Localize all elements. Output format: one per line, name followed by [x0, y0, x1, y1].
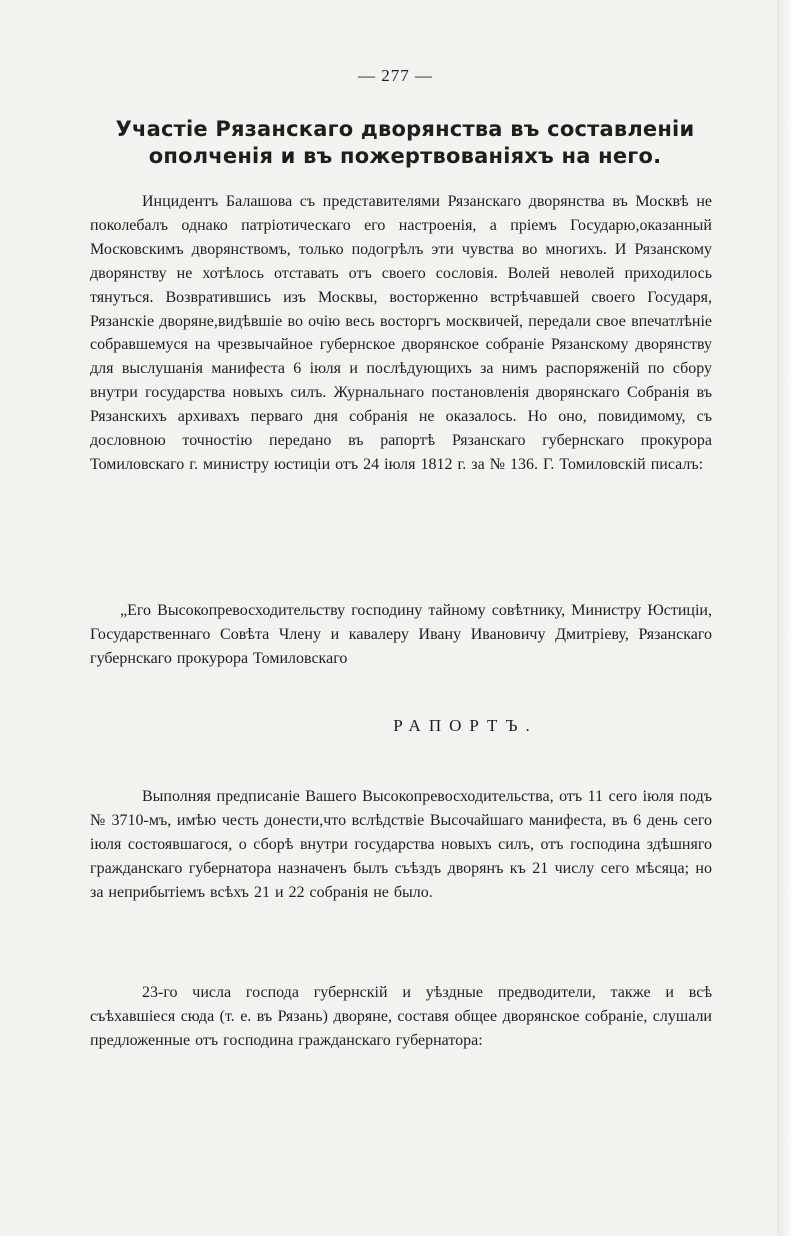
chapter-title: Участіе Рязанскаго дворянства въ составленіи ополченія и въ пожертвованіяхъ на него.: [115, 117, 695, 168]
page-edge: [777, 0, 791, 1236]
paragraph-address: „Его Высокопревосходительству господину тайному совѣтнику, Министру Юстиціи, Государственнаго Совѣта Члену и кавалеру Ивану Ивановичу Дмитріеву, Рязанскаго губернскаго прокурора Томиловскаго: [90, 602, 712, 667]
paragraph-intro: Инцидентъ Балашова съ представителями Рязанскаго дворянства въ Москвѣ не поколебалъ однако патріотическаго его настроенія, а пріемъ Государю,оказанный Московскимъ дворянствомъ, только подогрѣлъ эти чувства во многихъ. И Рязанскому дворянству не хотѣлось отставать отъ своего сословія. Волей неволей приходилось тянуться. Возвратившись изъ Москвы, восторженно встрѣчавшей своего Государя, Рязанскіе дворяне,видѣвшіе во очію весь восторгъ москвичей, передали свое впечатлѣніе собравшемуся на чрезвычайное губернское дворянское собраніе Рязанскому дворянству для выслушанія манифеста 6 іюля и послѣдующихъ за нимъ распоряженій по сбору внутри государства новыхъ силъ. Журнальнаго постановленія дворянскаго Собранія въ Рязанскихъ архивахъ перваго дня собранія не оказалось. Но оно, повидимому, съ дословною точностію передано въ рапортѣ Рязанскаго губернскаго прокурора Томиловскаго г. министру юстиціи отъ 24 іюля 1812 г. за № 136. Г. Томиловскій писалъ:: [90, 193, 712, 473]
paragraph-assembly: 23-го числа господа губернскій и уѣздные предводители, также и всѣ съѣхавшіеся сюда (т. е. въ Рязань) дворяне, составя общее дворянское собраніе, слушали предложенные отъ господина гражданскаго губернатора:: [90, 984, 712, 1049]
paragraph-report-body: Выполняя предписаніе Вашего Высокопревосходительства, отъ 11 сего іюля подъ № 3710-мъ, имѣю честь донести,что вслѣдствіе Высочайшаго манифеста, въ 6 день сего іюля состоявшагося, о сборѣ внутри государства новыхъ силъ, отъ господина здѣшняго гражданскаго губернатора назначенъ былъ съѣздъ дворянъ къ 21 числу сего мѣсяца; но за неприбытіемъ всѣхъ 21 и 22 собранія не было.: [90, 788, 712, 901]
page-number: — 277 —: [358, 66, 433, 85]
report-heading: РАПОРТЪ.: [393, 716, 538, 735]
